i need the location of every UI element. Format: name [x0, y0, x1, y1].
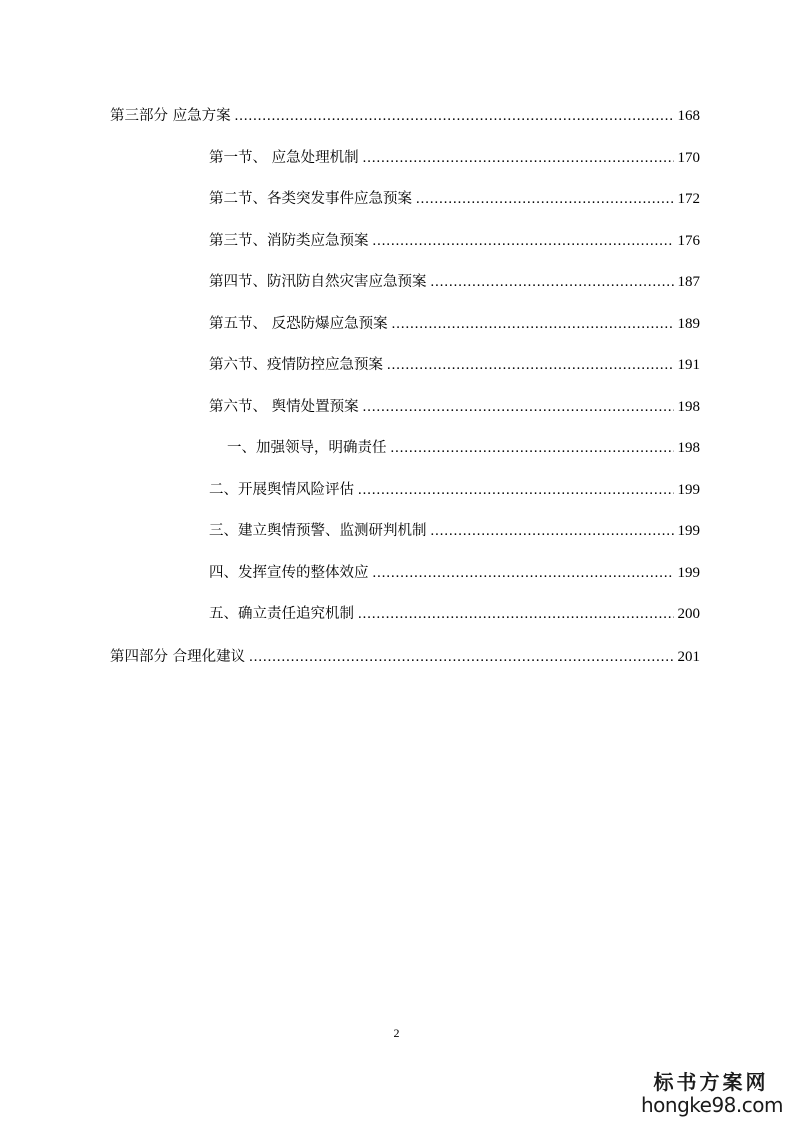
- toc-entry-section1[interactable]: [209, 146, 700, 170]
- toc-entry-page: 200: [677, 606, 700, 622]
- toc-entry-page: 191: [677, 357, 700, 373]
- toc-entry-title: 二、开展舆情风险评估: [209, 482, 354, 498]
- toc-entry-title: 第五节、 反恐防爆应急预案: [209, 316, 388, 332]
- toc-entry-page: 172: [677, 191, 700, 207]
- watermark-logo: [641, 1070, 781, 1116]
- toc-entry-section6[interactable]: [209, 353, 700, 377]
- dot-leader: [249, 645, 673, 669]
- dot-leader: [358, 478, 674, 502]
- toc-entry-page: 189: [677, 316, 700, 332]
- toc-entry-item4[interactable]: [209, 561, 700, 585]
- dot-leader: [416, 187, 674, 211]
- toc-entry-page: 198: [677, 440, 700, 456]
- toc-entry-section4[interactable]: [209, 270, 700, 294]
- watermark-name: 标书方案网: [653, 1070, 769, 1094]
- toc-entry-title: 一、加强领导，明确责任: [227, 440, 387, 456]
- toc-entry-section6b[interactable]: [209, 395, 700, 419]
- toc-entry-title: 第四部分 合理化建议: [110, 649, 246, 665]
- toc-entry-item1[interactable]: [227, 436, 700, 460]
- toc-entry-title: 第四节、防汛防自然灾害应急预案: [209, 274, 427, 290]
- toc-entry-section2[interactable]: [209, 187, 700, 211]
- dot-leader: [363, 146, 674, 170]
- toc-entry-page: 199: [677, 482, 700, 498]
- dot-leader: [373, 561, 674, 585]
- dot-leader: [431, 270, 674, 294]
- toc-entry-section3[interactable]: [209, 229, 700, 253]
- toc-entry-title: 第三节、消防类应急预案: [209, 233, 369, 249]
- toc-entry-title: 五、确立责任追究机制: [209, 606, 354, 622]
- toc-entry-page: 198: [677, 399, 700, 415]
- toc-entry-title: 第六节、疫情防控应急预案: [209, 357, 383, 373]
- toc-entry-title: 第三部分 应急方案: [110, 108, 231, 124]
- watermark-url: hongke98.com: [641, 1093, 783, 1117]
- dot-leader: [235, 104, 674, 128]
- toc-entry-page: 168: [677, 108, 700, 124]
- toc-entry-part3[interactable]: [110, 104, 700, 128]
- toc-entry-title: 第二节、各类突发事件应急预案: [209, 191, 412, 207]
- toc-entry-page: 199: [677, 523, 700, 539]
- toc-entry-page: 201: [677, 649, 700, 665]
- dot-leader: [358, 602, 674, 626]
- dot-leader: [373, 229, 674, 253]
- toc-entry-title: 第一节、 应急处理机制: [209, 150, 359, 166]
- toc-entry-item2[interactable]: [209, 478, 700, 502]
- toc-entry-title: 三、建立舆情预警、监测研判机制: [209, 523, 427, 539]
- dot-leader: [363, 395, 674, 419]
- dot-leader: [391, 436, 674, 460]
- toc-entry-item3[interactable]: [209, 519, 700, 543]
- toc-entry-section5[interactable]: [209, 312, 700, 336]
- toc-entry-part4[interactable]: [110, 645, 700, 669]
- toc-entry-page: 170: [677, 150, 700, 166]
- toc-entry-item5[interactable]: [209, 602, 700, 626]
- toc-entry-title: 四、发挥宣传的整体效应: [209, 565, 369, 581]
- dot-leader: [431, 519, 674, 543]
- toc-entry-title: 第六节、 舆情处置预案: [209, 399, 359, 415]
- toc-entry-page: 187: [677, 274, 700, 290]
- dot-leader: [387, 353, 674, 377]
- page-number: 2: [393, 1026, 400, 1040]
- dot-leader: [392, 312, 674, 336]
- toc-entry-page: 199: [677, 565, 700, 581]
- toc-entry-page: 176: [677, 233, 700, 249]
